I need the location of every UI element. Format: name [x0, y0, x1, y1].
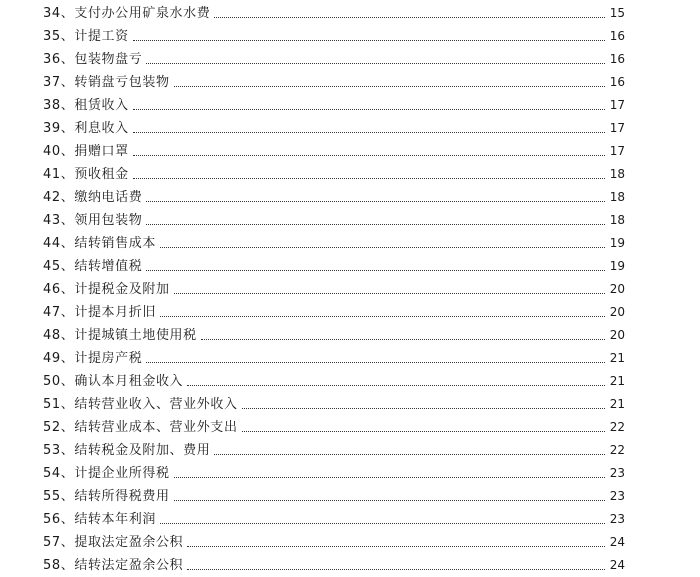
toc-entry[interactable]: [43, 301, 625, 324]
toc-entry-page-number: 22: [609, 420, 625, 434]
toc-entry-title: 57、提取法定盈余公积: [43, 535, 184, 550]
toc-entry-title: 35、计提工资: [43, 29, 129, 44]
toc-dot-leader: [201, 339, 605, 340]
toc-dot-leader: [242, 408, 605, 409]
toc-entry-page-number: 18: [609, 190, 625, 204]
toc-dot-leader: [174, 500, 605, 501]
toc-dot-leader: [214, 17, 605, 18]
toc-entry-page-number: 17: [609, 121, 625, 135]
toc-entry-title: 52、结转营业成本、营业外支出: [43, 420, 238, 435]
toc-entry[interactable]: [43, 462, 625, 485]
toc-entry[interactable]: [43, 140, 625, 163]
toc-entry-page-number: 17: [609, 144, 625, 158]
toc-entry-page-number: 18: [609, 167, 625, 181]
toc-entry[interactable]: [43, 439, 625, 462]
toc-entry[interactable]: [43, 485, 625, 508]
toc-entry-title: 46、计提税金及附加: [43, 282, 170, 297]
toc-dot-leader: [160, 523, 605, 524]
toc-entry-page-number: 17: [609, 98, 625, 112]
toc-entry-title: 45、结转增值税: [43, 259, 143, 274]
toc-entry-title: 38、租赁收入: [43, 98, 129, 113]
toc-entry-page-number: 16: [609, 52, 625, 66]
toc-entry-title: 50、确认本月租金收入: [43, 374, 184, 389]
toc-dot-leader: [133, 155, 605, 156]
toc-entry[interactable]: [43, 508, 625, 531]
toc-dot-leader: [187, 385, 605, 386]
toc-dot-leader: [133, 40, 605, 41]
toc-dot-leader: [160, 247, 605, 248]
toc-entry-title: 43、领用包装物: [43, 213, 143, 228]
toc-dot-leader: [146, 63, 605, 64]
toc-dot-leader: [214, 454, 605, 455]
toc-entry-page-number: 16: [609, 29, 625, 43]
toc-entry-title: 40、捐赠口罩: [43, 144, 129, 159]
toc-entry-title: 56、结转本年利润: [43, 512, 156, 527]
toc-entry-title: 48、计提城镇土地使用税: [43, 328, 197, 343]
toc-entry-title: 41、预收租金: [43, 167, 129, 182]
toc-dot-leader: [242, 431, 605, 432]
toc-entry[interactable]: [43, 347, 625, 370]
toc-entry-title: 47、计提本月折旧: [43, 305, 156, 320]
toc-entry-title: 39、利息收入: [43, 121, 129, 136]
toc-entry[interactable]: [43, 186, 625, 209]
toc-dot-leader: [146, 270, 605, 271]
toc-entry-page-number: 21: [609, 397, 625, 411]
toc-entry-page-number: 19: [609, 259, 625, 273]
toc-dot-leader: [187, 569, 605, 570]
toc-dot-leader: [146, 362, 605, 363]
toc-entry-page-number: 23: [609, 466, 625, 480]
toc-entry-page-number: 24: [609, 558, 625, 572]
table-of-contents: [43, 2, 625, 577]
toc-entry-page-number: 24: [609, 535, 625, 549]
toc-entry-title: 53、结转税金及附加、费用: [43, 443, 211, 458]
toc-dot-leader: [146, 224, 605, 225]
toc-entry[interactable]: [43, 255, 625, 278]
toc-dot-leader: [174, 293, 605, 294]
toc-entry-page-number: 19: [609, 236, 625, 250]
toc-entry-page-number: 16: [609, 75, 625, 89]
toc-entry-title: 58、结转法定盈余公积: [43, 558, 184, 573]
toc-entry-title: 42、缴纳电话费: [43, 190, 143, 205]
toc-entry-page-number: 15: [609, 6, 625, 20]
toc-entry-title: 49、计提房产税: [43, 351, 143, 366]
toc-dot-leader: [133, 109, 605, 110]
toc-dot-leader: [146, 201, 605, 202]
toc-entry[interactable]: [43, 370, 625, 393]
toc-entry-title: 37、转销盘亏包装物: [43, 75, 170, 90]
toc-entry[interactable]: [43, 25, 625, 48]
toc-dot-leader: [160, 316, 605, 317]
toc-dot-leader: [133, 132, 605, 133]
toc-entry[interactable]: [43, 209, 625, 232]
toc-entry-page-number: 22: [609, 443, 625, 457]
toc-entry[interactable]: [43, 71, 625, 94]
toc-entry-page-number: 23: [609, 512, 625, 526]
toc-entry[interactable]: [43, 393, 625, 416]
toc-entry[interactable]: [43, 48, 625, 71]
toc-entry[interactable]: [43, 324, 625, 347]
toc-entry[interactable]: [43, 117, 625, 140]
toc-entry[interactable]: [43, 94, 625, 117]
toc-entry-title: 44、结转销售成本: [43, 236, 156, 251]
toc-entry-page-number: 18: [609, 213, 625, 227]
toc-entry-page-number: 20: [609, 282, 625, 296]
toc-entry[interactable]: [43, 416, 625, 439]
toc-entry[interactable]: [43, 531, 625, 554]
toc-entry[interactable]: [43, 2, 625, 25]
toc-dot-leader: [174, 477, 605, 478]
toc-entry-title: 51、结转营业收入、营业外收入: [43, 397, 238, 412]
toc-entry-title: 36、包装物盘亏: [43, 52, 143, 67]
toc-entry-page-number: 20: [609, 305, 625, 319]
toc-dot-leader: [174, 86, 605, 87]
toc-entry-page-number: 21: [609, 374, 625, 388]
toc-entry-title: 54、计提企业所得税: [43, 466, 170, 481]
toc-entry-title: 55、结转所得税费用: [43, 489, 170, 504]
toc-entry[interactable]: [43, 278, 625, 301]
toc-entry[interactable]: [43, 232, 625, 255]
toc-entry[interactable]: [43, 554, 625, 577]
toc-entry-title: 34、支付办公用矿泉水水费: [43, 6, 211, 21]
toc-entry-page-number: 20: [609, 328, 625, 342]
toc-dot-leader: [133, 178, 605, 179]
toc-entry-page-number: 21: [609, 351, 625, 365]
toc-dot-leader: [187, 546, 605, 547]
toc-entry-page-number: 23: [609, 489, 625, 503]
toc-entry[interactable]: [43, 163, 625, 186]
